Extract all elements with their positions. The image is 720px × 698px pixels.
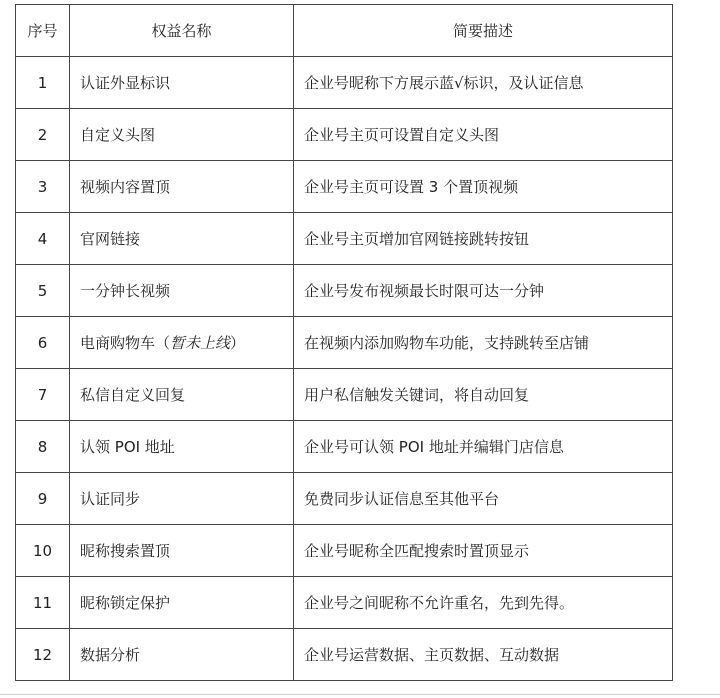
benefit-description: 企业号可认领 POI 地址并编辑门店信息 [294,421,673,473]
benefits-table-container [15,4,672,681]
benefit-name-text: 昵称搜索置顶 [80,541,171,560]
benefit-name [70,369,294,421]
benefit-description: 企业号主页增加官网链接跳转按钮 [294,213,673,265]
benefit-name [70,213,294,265]
benefit-description: 企业号昵称下方展示蓝√标识，及认证信息 [294,57,673,109]
row-number: 12 [16,629,70,681]
benefit-name-text: 认证外显标识 [80,73,171,92]
row-number: 6 [16,317,70,369]
benefit-name-text: 昵称锁定保护 [80,593,171,612]
benefit-description: 用户私信触发关键词，将自动回复 [294,369,673,421]
header-no: 序号 [16,5,70,57]
benefit-name-text: 官网链接 [80,229,141,248]
table-row [16,525,673,577]
row-number: 7 [16,369,70,421]
benefit-name [70,577,294,629]
table-row [16,109,673,161]
table-row [16,369,673,421]
benefit-description: 企业号之间昵称不允许重名，先到先得。 [294,577,673,629]
table-row [16,317,673,369]
benefit-name-text: 私信自定义回复 [80,385,186,404]
benefit-name [70,421,294,473]
benefit-name-suffix: ） [230,333,246,352]
benefit-name [70,57,294,109]
benefit-name-text: 电商购物车（ [80,333,171,352]
benefit-description: 在视频内添加购物车功能，支持跳转至店铺 [294,317,673,369]
benefit-name-text: 一分钟长视频 [80,281,171,300]
benefit-name-text: 自定义头图 [80,125,156,144]
row-number: 1 [16,57,70,109]
benefit-description: 企业号发布视频最长时限可达一分钟 [294,265,673,317]
benefit-description: 企业号主页可设置 3 个置顶视频 [294,161,673,213]
benefit-status-note: 暂未上线 [170,333,231,352]
benefit-name-text: 视频内容置顶 [80,177,171,196]
row-number: 3 [16,161,70,213]
benefits-table [15,4,673,681]
table-row [16,213,673,265]
page-divider [0,694,720,695]
benefit-name [70,473,294,525]
table-row [16,161,673,213]
benefit-name [70,265,294,317]
header-desc: 简要描述 [294,5,673,57]
benefit-description: 企业号运营数据、主页数据、互动数据 [294,629,673,681]
table-row [16,473,673,525]
table-row [16,421,673,473]
benefit-description: 企业号主页可设置自定义头图 [294,109,673,161]
benefit-name [70,317,294,369]
row-number: 5 [16,265,70,317]
benefit-name [70,629,294,681]
benefit-description: 免费同步认证信息至其他平台 [294,473,673,525]
row-number: 10 [16,525,70,577]
table-header-row [16,5,673,57]
table-body [16,57,673,681]
benefit-name-text: 认领 POI 地址 [80,437,175,456]
table-row [16,265,673,317]
benefit-description: 企业号昵称全匹配搜索时置顶显示 [294,525,673,577]
benefit-name [70,109,294,161]
benefit-name [70,525,294,577]
table-row [16,629,673,681]
row-number: 9 [16,473,70,525]
benefit-name [70,161,294,213]
row-number: 2 [16,109,70,161]
table-row [16,57,673,109]
row-number: 8 [16,421,70,473]
table-row [16,577,673,629]
header-name: 权益名称 [70,5,294,57]
row-number: 11 [16,577,70,629]
row-number: 4 [16,213,70,265]
benefit-name-text: 数据分析 [80,645,141,664]
benefit-name-text: 认证同步 [80,489,141,508]
